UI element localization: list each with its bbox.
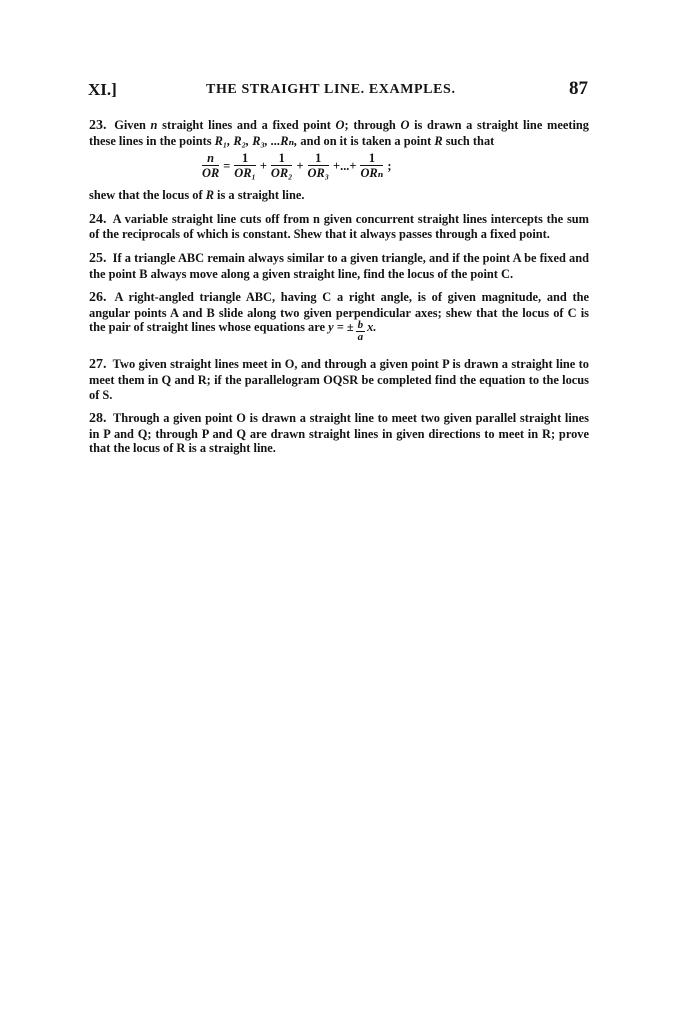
page-title: THE STRAIGHT LINE. EXAMPLES.: [206, 82, 456, 97]
numerator: n: [202, 152, 219, 166]
example-text: is drawn a straight line meeting these lines in the points: [89, 118, 589, 148]
denominator: OR₃: [307, 166, 330, 181]
fraction: [308, 152, 330, 180]
ellipsis-sign: +...+: [333, 158, 357, 173]
example-27: [89, 357, 589, 402]
example-number: 26.: [89, 290, 107, 306]
example-text: A variable straight line cuts off from n given concurrent straight lines intercepts the sum of the reciprocals of which is constant. Shew that it always passes through a fixed point.: [89, 211, 589, 242]
fraction: [356, 320, 366, 343]
denominator: ORₙ: [360, 166, 384, 181]
example-28: [89, 411, 589, 456]
semicolon: ;: [387, 158, 392, 173]
example-number: 25.: [89, 250, 107, 266]
example-text: shew that the locus of: [89, 188, 206, 203]
denominator: OR₂: [270, 166, 293, 181]
example-text: Through a given point O is drawn a straight line to meet two given parallel straight lines in P and Q; through P and Q are drawn straight lines in given directions to meet in R; prove that the locus of R is a straight line.: [89, 411, 589, 456]
example-23-conclusion: [89, 188, 589, 203]
fraction: [202, 152, 219, 180]
denominator: a: [357, 331, 364, 344]
example-text: Two given straight lines meet in O, and through a given point P is drawn a straight line to meet them in Q and R; if the parallelogram OQSR be completed find the equation to the locus of S.: [89, 357, 589, 402]
equation-lhs: y = ±: [328, 320, 354, 335]
example-number: 23.: [89, 118, 107, 133]
numerator: 1: [234, 152, 256, 166]
example-text: such that: [442, 133, 495, 148]
example-number: 24.: [89, 211, 107, 227]
numerator: 1: [271, 152, 293, 166]
example-text: Given: [109, 118, 151, 132]
variable: R: [205, 188, 214, 203]
example-25: [89, 251, 589, 281]
example-text: A right-angled triangle ABC, having C a right angle, is of given magnitude, and the angular points A and B slide along two given perpendicular axes; shew that the locus of C is the pair of straight lines whose equations are: [89, 290, 589, 335]
example-number: 28.: [89, 411, 107, 427]
fraction: [360, 152, 383, 180]
example-24: [89, 212, 589, 242]
denominator: OR₁: [234, 166, 256, 181]
plus-sign: +: [296, 158, 304, 173]
page-number: 87: [569, 78, 588, 99]
example-number: 27.: [89, 357, 107, 373]
examples-list: [89, 118, 589, 456]
plus-sign: +: [259, 158, 267, 173]
example-text: straight lines and a fixed point: [157, 118, 336, 132]
variable: O: [400, 118, 410, 132]
variable: R: [434, 133, 443, 148]
example-text: and on it is taken a point: [297, 133, 435, 148]
fraction: [234, 152, 256, 180]
running-header: [88, 80, 588, 104]
example-text: is a straight line.: [213, 188, 305, 203]
fraction: [271, 152, 293, 180]
denominator: OR: [202, 166, 220, 181]
equals-sign: =: [223, 158, 231, 173]
numerator: b: [357, 319, 364, 332]
chapter-number: XI.]: [88, 80, 117, 99]
numerator: 1: [308, 152, 330, 166]
variable: O: [335, 118, 345, 132]
equation-rhs: x.: [367, 320, 377, 335]
variable: n: [150, 118, 158, 132]
example-text: If a triangle ABC remain always similar to a given triangle, and if the point A be fixed and the point B always move along a given straight line, find the locus of the point C.: [89, 250, 589, 281]
example-23: [89, 118, 589, 148]
numerator: 1: [360, 152, 383, 166]
points-list: R₁, R₂, R₃, ...Rₙ,: [214, 133, 298, 148]
reciprocal-formula: [201, 152, 589, 184]
example-text: ; through: [344, 118, 401, 132]
example-26: [89, 290, 589, 343]
